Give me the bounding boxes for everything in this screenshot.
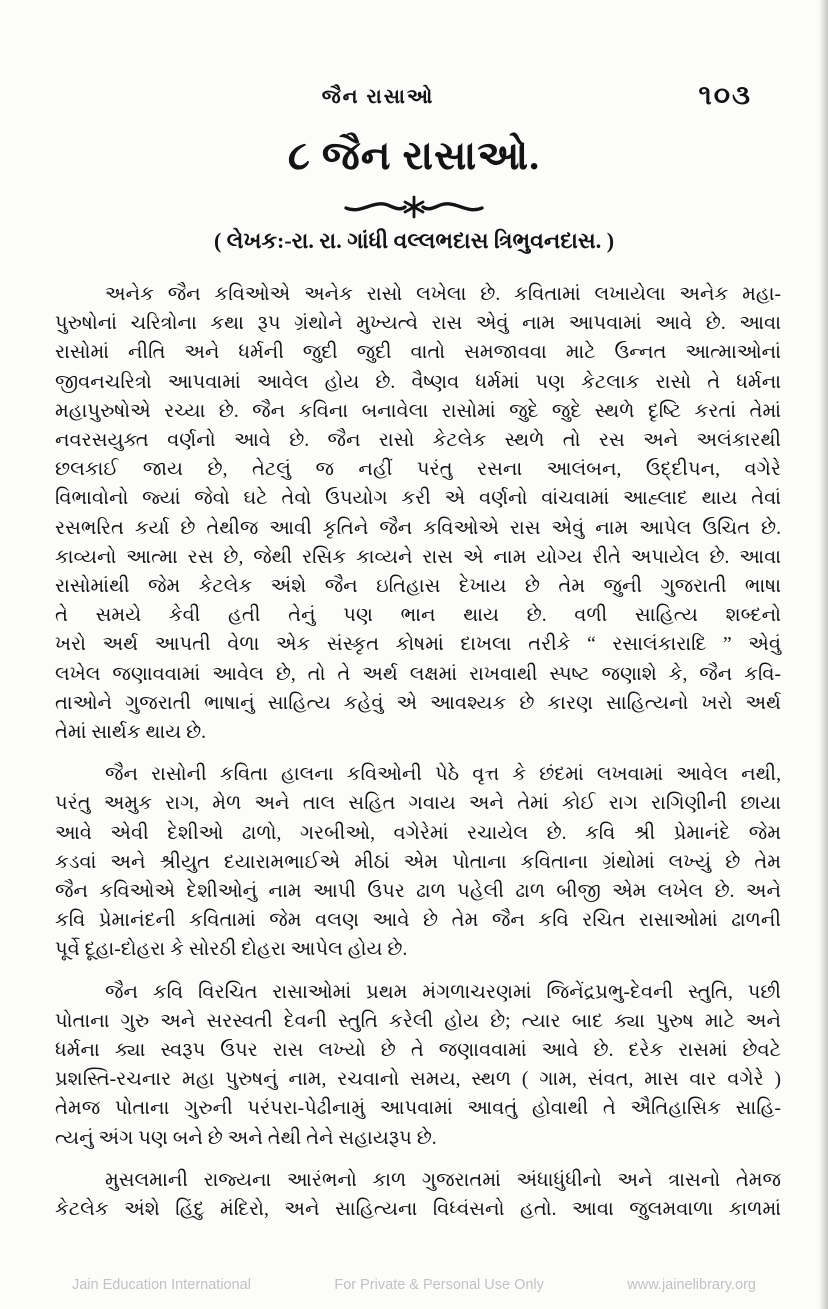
text-line: ત્યનું અંગ પણ બને છે અને તેથી તેને સહાયરૂપ છે. [55,1127,437,1149]
text-line: વિભાવોનો જ્યાં જેવો ઘટે તેવો ઉપયોગ કરી એ વર્ણનો વાંચવામાં આહ્લાદ થાય તેવાં [55,488,781,510]
page-number: ૧૦૩ [698,80,752,110]
paragraph-4 [55,1166,781,1224]
text-line: નવરસયુક્ત વર્ણનો આવે છે. જૈન રાસો કેટલેક સ્થળે તો રસ અને અલંકારથી [55,430,781,452]
text-line: પૂર્વે દૂહા-દોહરા કે સોરઠી દોહરા આપેલ હોય છે. [55,939,408,961]
paragraph-2 [55,760,781,964]
text-line: જીવનચરિત્રો આપવામાં આવેલ હોય છે. વૈષ્ણવ ધર્મમાં પણ કેટલાક રાસો તે ધર્મના [55,371,781,393]
text-line: રસભરિત કર્યા છે તેથીજ આવી કૃતિને જૈન કવિઓએ રાસ એવું નામ આપેલ ઉચિત છે. [55,517,781,539]
flourish-divider-icon [0,194,828,220]
text-line: તાઓને ગુજરાતી ભાષાનું સાહિત્ય કહેવું એ આવશ્યક છે કારણ સાહિત્યનો ખરો અર્થ [55,692,781,714]
text-line: જૈન કવિઓએ દેશીઓનું નામ આપી ઉપર ઢાળ પહેલી ઢાળ બીજી એમ લખેલ છે. અને [55,881,781,903]
chapter-title: ૮ જૈન રાસાઓ. [287,133,541,178]
running-header: જૈન રાસાઓ [321,86,435,108]
text-line: અનેક જૈન કવિઓએ અનેક રાસો લખેલા છે. કવિતામાં લખાયેલા અનેક મહા- [105,284,781,305]
text-line: જૈન રાસોની કવિતા હાલના કવિઓની પેઠે વૃત્ત કે છંદમાં લખવામાં આવેલ નથી, [105,764,781,786]
text-line: કવિ પ્રેમાનંદની કવિતામાં જેમ વલણ આવે છે તેમ જૈન કવિ રચિત રાસાઓમાં ઢાળની [55,910,781,932]
text-line: મુસલમાની રાજ્યના આરંભનો કાળ ગુજરાતમાં અંધાધુંધીનો અને ત્રાસનો તેમજ [105,1169,781,1191]
text-line: તે સમયે કેવી હતી તેનું પણ ભાન થાય છે. વળી સાહિત્ય શબ્દનો [55,605,781,627]
text-line: છલકાઈ જાય છે, તેટલું જ નહીં પરંતુ રસના આલંબન, ઉદ્દીપન, વગેરે [55,459,781,481]
text-line: ખરો અર્થ આપતી વેળા એક સંસ્કૃત કોષમાં દાખલા તરીકે “ રસાલંકારાદિ ” એવું [55,634,781,656]
text-line: રાસોમાંથી જેમ કેટલેક અંશે જૈન ઇતિહાસ દેખાય છે તેમ જુની ગુજરાતી ભાષા [55,576,781,598]
body-text [55,280,781,1237]
author-byline: ( લેખક:-રા. રા. ગાંધી વલ્લભદાસ ત્રિભુવનદાસ. ) [213,228,615,253]
text-line: તેમાં સાર્થક થાય છે. [55,722,207,744]
text-line: પ્રશસ્તિ-રચનાર મહા પુરુષનું નામ, રચવાનો સમય, સ્થળ ( ગામ, સંવત, માસ વાર વગેરે ) [55,1069,781,1091]
text-line: તેમજ પોતાના ગુરુની પરંપરા-પેઢીનામું આપવામાં આવતું હોવાથી તે ઐતિહાસિક સાહિ- [55,1098,781,1120]
text-line: ધર્મના ક્યા સ્વરૂપ ઉપર રાસ લખ્યો છે તે જણાવવામાં આવે છે. દરેક રાસમાં છેવટે [55,1040,781,1062]
footer-usage-label: For Private & Personal Use Only [334,1277,544,1293]
paragraph-3 [55,978,781,1153]
text-line: રાસોમાં નીતિ અને ધર્મની જુદી જુદી વાતો સમજાવવા માટે ઉન્નત આત્માઓનાં [55,342,781,364]
text-line: કડવાં અને શ્રીયુત દયારામભાઈએ મીઠાં એમ પોતાના કવિતાના ગ્રંથોમાં લખ્યું છે તેમ [55,851,781,873]
text-line: મહાપુરુષોએ રચ્યા છે. જૈન કવિના બનાવેલા રાસોમાં જુદે જુદે સ્થળે દૃષ્ટિ કરતાં તેમાં [55,400,781,422]
text-line: પોતાના ગુરુ અને સરસ્વતી દેવની સ્તુતિ કરેલી હોય છે; ત્યાર બાદ ક્યા પુરુષ માટે અને [55,1010,781,1032]
paragraph-1 [55,280,781,747]
text-line: પુરુષોનાં ચરિત્રોના કથા રૂપ ગ્રંથોને મુખ્યત્વે રાસ એવું નામ આપવામાં આવે છે. આવા [55,313,781,335]
text-line: લખેલ જણાવવામાં આવેલ છે, તો તે અર્થ લક્ષમાં રાખવાથી સ્પષ્ટ જણાશે કે, જૈન કવિ- [55,663,781,685]
scan-footer [0,1277,828,1293]
text-line: કેટલેક અંશે હિંદુ મંદિરો, અને સાહિત્યના વિધ્વંસનો હતો. આવા જુલમવાળા કાળમાં [55,1199,781,1221]
footer-website-label: www.jainelibrary.org [627,1277,756,1293]
text-line: કાવ્યનો આત્મા રસ છે, જેથી રસિક કાવ્યને રાસ એ નામ યોગ્ય રીતે અપાયેલ છે. આવા [55,546,781,568]
text-line: જૈન કવિ વિરચિત રાસાઓમાં પ્રથમ મંગળાચરણમાં જિનેંદ્રપ્રભુ-દેવની સ્તુતિ, પછી [105,981,781,1003]
text-line: આવે એવી દેશીઓ ઢાળો, ગરબીઓ, વગેરેમાં રચાયેલ છે. કવિ શ્રી પ્રેમાનંદે જેમ [55,822,781,844]
text-line: પરંતુ અમુક રાગ, મેળ અને તાલ સહિત ગવાય અને તેમાં કોઈ રાગ રાગિણીની છાયા [55,793,781,815]
footer-publisher-label: Jain Education International [72,1277,251,1293]
